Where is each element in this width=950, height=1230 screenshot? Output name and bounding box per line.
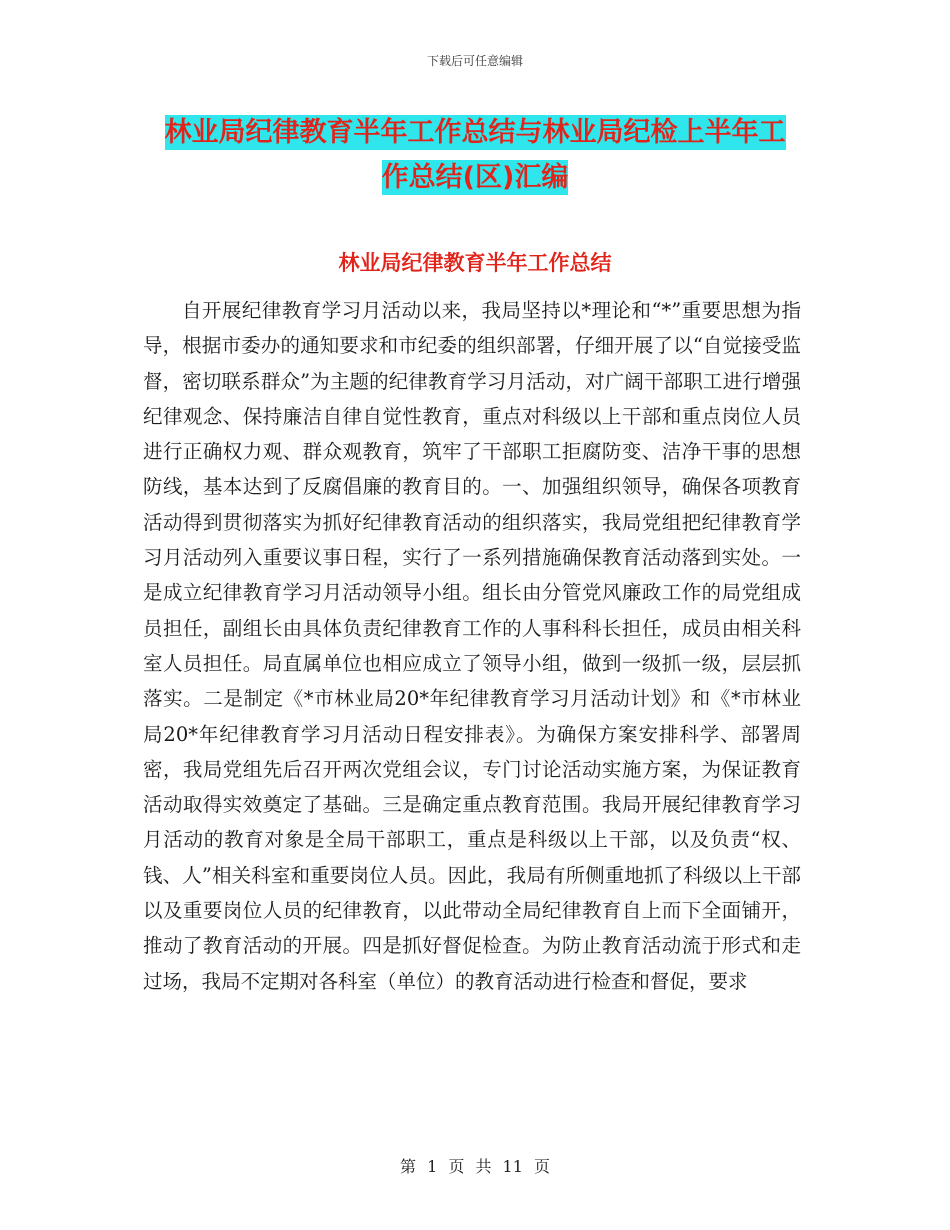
document-title-line-2: 作总结(区)汇编: [381, 162, 569, 193]
document-title: [150, 110, 800, 200]
section-title: 林业局纪律教育半年工作总结: [338, 251, 612, 275]
header-note: 下载后可任意编辑: [426, 54, 523, 68]
document-title-line-1: 林业局纪律教育半年工作总结与林业局纪检上半年工: [164, 117, 786, 148]
page-footer: 第 1 页 共 11 页: [400, 1157, 550, 1176]
body-paragraph: 自开展纪律教育学习月活动以来，我局坚持以*理论和“*”重要思想为指导，根据市委办的通知要求和市纪委的组织部署，仔细开展了以“自觉接受监督，密切联系群众”为主题的纪律教育学习月活动，对广阔干部职工进行增强纪律观念、保持廉洁自律自觉性教育，重点对科级以上干部和重点岗位人员进行正确权力观、群众观教育，筑牢了干部职工拒腐防变、洁净干事的思想防线，基本达到了反腐倡廉的教育目的。一、加强组织领导，确保各项教育活动得到贯彻落实为抓好纪律教育活动的组织落实，我局党组把纪律教育学习月活动列入重要议事日程，实行了一系列措施确保教育活动落到实处。一是成立纪律教育学习月活动领导小组。组长由分管党风廉政工作的局党组成员担任，副组长由具体负责纪律教育工作的人事科科长担任，成员由相关科室人员担任。局直属单位也相应成立了领导小组，做到一级抓一级，层层抓落实。二是制定《*市林业局20*年纪律教育学习月活动计划》和《*市林业局20*年纪律教育学习月活动日程安排表》。为确保方案安排科学、部署周密，我局党组先后召开两次党组会议，专门讨论活动实施方案，为保证教育活动取得实效奠定了基础。三是确定重点教育范围。我局开展纪律教育学习月活动的教育对象是全局干部职工，重点是科级以上干部，以及负责“权、钱、人”相关科室和重要岗位人员。因此，我局有所侧重地抓了科级以上干部以及重要岗位人员的纪律教育，以此带动全局纪律教育自上而下全面铺开，推动了教育活动的开展。四是抓好督促检查。为防止教育活动流于形式和走过场，我局不定期对各科室（单位）的教育活动进行检查和督促，要求: [143, 299, 801, 993]
